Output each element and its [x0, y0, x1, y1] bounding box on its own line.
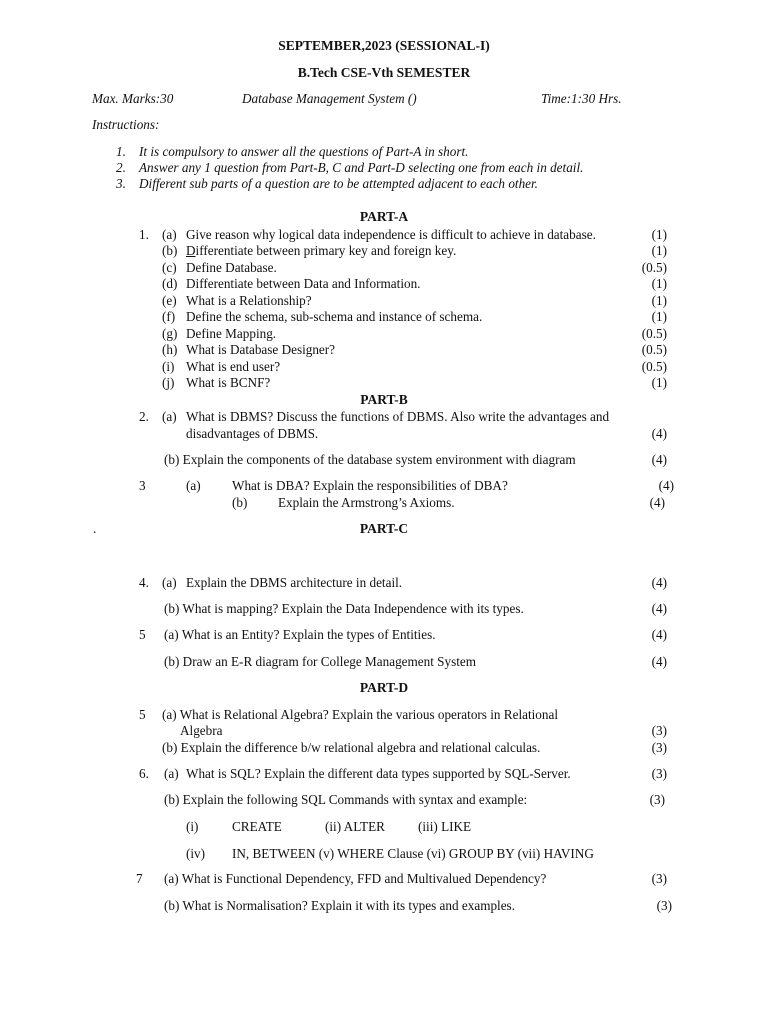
question-number: 7 — [136, 871, 143, 886]
subquestion-text: Define Database. — [186, 260, 277, 275]
sql-command: CREATE — [232, 819, 282, 834]
marks: (4) — [651, 452, 667, 467]
subquestion-text: Explain the DBMS architecture in detail. — [186, 575, 403, 590]
question-number: 5 — [139, 627, 146, 642]
question-number: 1. — [139, 227, 149, 242]
part-b-heading: PART-B — [360, 392, 408, 407]
marks: (4) — [651, 654, 667, 669]
subquestion-label: (a) — [162, 227, 177, 242]
part-d-heading: PART-D — [359, 680, 409, 695]
marks: (4) — [651, 601, 667, 616]
marks: (4) — [651, 627, 667, 642]
subquestion-label: (a) — [162, 575, 177, 590]
subquestion-text — [186, 243, 456, 259]
marks: (1) — [651, 227, 667, 242]
question-number: 5 — [139, 707, 146, 722]
instruction-num: 1. — [116, 144, 126, 159]
subquestion-text: What is Database Designer? — [186, 342, 336, 357]
subquestion-text: (b) What is Normalisation? Explain it with its types and examples. — [164, 898, 515, 913]
max-marks: Max. Marks:30 — [92, 91, 174, 106]
instructions-label: Instructions: — [92, 117, 160, 132]
subquestion-text: What is BCNF? — [186, 375, 271, 390]
subquestion-label: (a) — [164, 766, 179, 781]
subquestion-label: (a) — [162, 409, 177, 424]
underlined-letter: D — [186, 243, 196, 258]
marks: (3) — [656, 898, 672, 913]
marks: (0.5) — [641, 326, 667, 341]
marks: (1) — [651, 293, 667, 308]
subquestion-label: (i) — [162, 359, 175, 374]
subquestion-label: (h) — [162, 342, 178, 357]
marks: (1) — [651, 243, 667, 258]
course-title: B.Tech CSE-Vth SEMESTER — [297, 65, 471, 80]
marks: (1) — [651, 375, 667, 390]
subject-name: Database Management System () — [242, 91, 417, 106]
instruction-num: 2. — [116, 160, 126, 175]
instruction-text: Answer any 1 question from Part-B, C and Part-D selecting one from each in detail. — [139, 160, 584, 175]
subquestion-text: (a) What is an Entity? Explain the types of Entities. — [164, 627, 436, 642]
subquestion-text: (b) Explain the components of the database system environment with diagram — [164, 452, 576, 467]
subquestion-text: (a) What is Functional Dependency, FFD and Multivalued Dependency? — [164, 871, 547, 886]
exam-time: Time:1:30 Hrs. — [541, 91, 622, 106]
subquestion-text: Define the schema, sub-schema and instance of schema. — [186, 309, 483, 324]
subquestion-label: (j) — [162, 375, 175, 390]
subquestion-label: (e) — [162, 293, 177, 308]
subquestion-text: What is SQL? Explain the different data types supported by SQL-Server. — [186, 766, 571, 781]
exam-title: SEPTEMBER,2023 (SESSIONAL-I) — [278, 38, 490, 53]
part-c-heading: PART-C — [359, 521, 409, 536]
subquestion-text: (b) What is mapping? Explain the Data Independence with its types. — [164, 601, 524, 616]
sql-command: (ii) ALTER — [325, 819, 385, 834]
question-number: 2. — [139, 409, 149, 424]
subquestion-text: Explain the Armstrong’s Axioms. — [278, 495, 455, 510]
subquestion-text-cont: Algebra — [180, 723, 223, 738]
marks: (1) — [651, 309, 667, 324]
subquestion-label: (b) — [232, 495, 248, 510]
sql-command-label: (iv) — [186, 846, 206, 861]
marks: (4) — [658, 478, 674, 493]
subquestion-label: (f) — [162, 309, 176, 324]
question-number: 6. — [139, 766, 149, 781]
marks: (3) — [651, 723, 667, 738]
question-number: 4. — [139, 575, 149, 590]
marks: (4) — [651, 426, 667, 441]
instruction-text: Different sub parts of a question are to be attempted adjacent to each other. — [139, 176, 538, 191]
marks: (0.5) — [641, 359, 667, 374]
marks: (3) — [649, 792, 665, 807]
subquestion-text: (a) What is Relational Algebra? Explain the various operators in Relational — [162, 707, 558, 722]
marks: (0.5) — [641, 342, 667, 357]
subquestion-text-rest: ifferentiate between primary key and foreign key. — [195, 243, 457, 258]
subquestion-text: Define Mapping. — [186, 326, 277, 341]
sql-command-list: IN, BETWEEN (v) WHERE Clause (vi) GROUP BY (vii) HAVING — [232, 846, 594, 861]
subquestion-label: (g) — [162, 326, 178, 341]
instruction-text: It is compulsory to answer all the questions of Part-A in short. — [139, 144, 469, 159]
subquestion-text: (b) Explain the difference b/w relational algebra and relational calculas. — [162, 740, 541, 755]
subquestion-label: (a) — [186, 478, 201, 493]
subquestion-label: (b) — [162, 243, 178, 258]
stray-dot: . — [93, 521, 97, 536]
subquestion-text: Differentiate between Data and Information. — [186, 276, 421, 291]
marks: (3) — [651, 740, 667, 755]
subquestion-text: What is DBMS? Discuss the functions of DBMS. Also write the advantages and — [186, 409, 610, 424]
instruction-num: 3. — [116, 176, 126, 191]
subquestion-text-cont: disadvantages of DBMS. — [186, 426, 319, 441]
question-number: 3 — [139, 478, 146, 493]
subquestion-text: What is a Relationship? — [186, 293, 312, 308]
marks: (4) — [651, 575, 667, 590]
subquestion-text: What is end user? — [186, 359, 281, 374]
subquestion-text: (b) Explain the following SQL Commands with syntax and example: — [164, 792, 528, 807]
subquestion-label: (d) — [162, 276, 178, 291]
part-a-heading: PART-A — [359, 209, 409, 224]
subquestion-text: (b) Draw an E-R diagram for College Management System — [164, 654, 477, 669]
subquestion-text: What is DBA? Explain the responsibilities of DBA? — [232, 478, 508, 493]
marks: (0.5) — [641, 260, 667, 275]
subquestion-label: (c) — [162, 260, 177, 275]
subquestion-text: Give reason why logical data independence is difficult to achieve in database. — [186, 227, 596, 242]
marks: (3) — [651, 766, 667, 781]
marks: (1) — [651, 276, 667, 291]
marks: (4) — [649, 495, 665, 510]
sql-command: (iii) LIKE — [418, 819, 472, 834]
marks: (3) — [651, 871, 667, 886]
sql-command-label: (i) — [186, 819, 199, 834]
